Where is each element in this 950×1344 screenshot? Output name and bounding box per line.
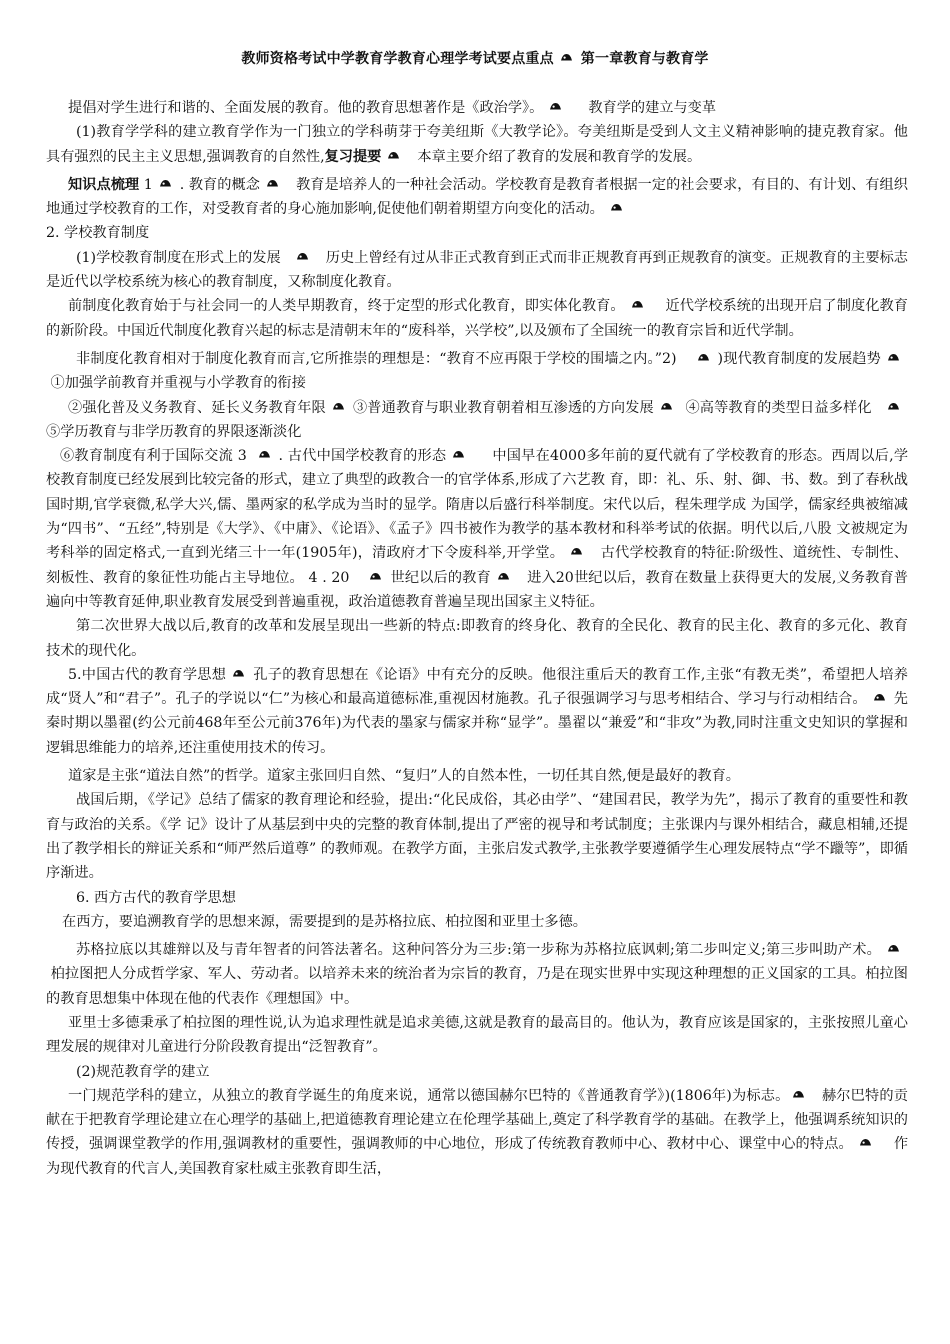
bookmark-icon (560, 53, 573, 62)
text-span: 本章主要介绍了教育的发展和教育学的发展。 (417, 148, 702, 165)
text-span: ⑥教育制度有利于国际交流 3 (60, 448, 247, 465)
bookmark-icon (887, 402, 900, 411)
section-label: 复习提要 (324, 148, 382, 165)
section-label: 知识点梳理 (68, 176, 140, 193)
text-span: 中国早在4000多年前的夏代就有了学校教育的形态。西周以后,学校教育制度已经发展到比较完备的形式，建立了典型的政教合一的官学体系,形成了六艺教 育，即：礼、乐、射、御、书、数。到了春秋战国时期,官学衰微,私学大兴,儒、墨两家的私学成为当时的显学。隋唐以后盛行科举制度。宋代以后，程朱理学成 为国学，儒家经典被缩减为“四书”、“五经”,特别是《大学》、《中庸》、《论语》、《孟子》四书被作为教学的基本教材和科举考试的依据。明代以后,八股 文被规定为考科举的固定格式,一直到光绪三十一年(1905年)，清政府才下令废科举,开学堂。 (46, 448, 909, 562)
paragraph-8 (46, 396, 908, 445)
bookmark-icon (887, 353, 900, 362)
text-span: 战国后期，《学记》总结了儒家的教育理论和经验，提出:“化民成俗，其必由学”、“建国君民，教学为先”，揭示了教育的重要性和教育与政治的关系。《学 记》设计了从基层到中央的完整的教育体制,提出了严密的视导和考试制度；主张课内与课外相结合，藏息相辅,还提出了教学相长的辩证关系和“师严然后道尊” 的教师观。在教学方面，主张启发式教学,主张教学要遵循学生心理发展特点“学不躐等”，即循序渐进。 (46, 792, 908, 882)
paragraph-18 (46, 1060, 908, 1084)
text-span: 一门规范学科的建立，从独立的教育学诞生的角度来说，通常以德国赫尔巴特的《普通教育学》)(1806年)为标志。 (68, 1087, 790, 1104)
text-span: 1 (143, 176, 153, 193)
section-heading: (2)规范教育学的建立 (76, 1063, 210, 1080)
text-span: 历史上曾经有过从非正式教育到正式而非正规教育再到正规教育的演变。正规教育的主要标志是近代以学校系统为核心的教育制度，又称制度化教育。 (46, 249, 908, 291)
bookmark-icon (452, 450, 465, 459)
bookmark-icon (232, 669, 245, 678)
bookmark-icon (859, 1138, 872, 1147)
bookmark-icon (660, 402, 673, 411)
bookmark-icon (873, 693, 886, 702)
bookmark-icon (387, 151, 400, 160)
text-span: 近代学校系统的出现开启了制度化教育的新阶段。中国近代制度化教育兴起的标志是清朝末年的“废科举，兴学校”,以及颁布了全国统一的教育宗旨和近代学制。 (46, 298, 908, 339)
text-span: 5.中国古代的教育学思想 (68, 666, 227, 683)
paragraph-17 (46, 1011, 908, 1060)
paragraph-12 (46, 764, 908, 788)
text-span: 先秦时期以墨翟(约公元前468年至公元前376年)为代表的墨家与儒家并称“显学”。墨翟以“兼爱”和“非攻”为教,同时注重文史知识的掌握和逻辑思维能力的培养,还注重使用技术的传习。 (46, 691, 908, 756)
paragraph-11 (46, 663, 908, 760)
text-span: ①加强学前教育并重视与小学教育的衔接 (50, 375, 306, 392)
bookmark-icon (258, 450, 271, 459)
text-span: ③普通教育与职业教育朝着相互渗透的方向发展 (352, 399, 654, 416)
text-span: (1)学校教育制度在形式上的发展 (76, 249, 281, 266)
title-chapter: 第一章教育与教育学 (580, 51, 709, 67)
paragraph-7 (46, 347, 908, 396)
paragraph-5 (46, 246, 908, 295)
paragraph-14 (46, 886, 908, 910)
bookmark-icon (266, 179, 279, 188)
text-span: 世纪以后的教育 (390, 569, 491, 586)
text-span: . 教育的概念 (179, 176, 260, 193)
paragraph-10 (46, 614, 908, 663)
bookmark-icon (570, 547, 583, 556)
text-span: 教育是培养人的一种社会活动。学校教育是教育者根据一定的社会要求，有目的、有计划、有组织地通过学校教育的工作，对受教育者的身心施加影响,促使他们朝着期望方向变化的活动。 (46, 176, 908, 218)
text-span: ④高等教育的类型日益多样化 (685, 399, 872, 416)
bookmark-icon (792, 1090, 805, 1099)
text-span: ②强化普及义务教育、延长义务教育年限 (68, 399, 326, 416)
text-span: 第二次世界大战以后,教育的改革和发展呈现出一些新的特点:即教育的终身化、教育的全民化、教育的民主化、教育的多元化、教育技术的现代化。 (46, 618, 908, 659)
bookmark-icon (610, 203, 623, 212)
bookmark-icon (332, 402, 345, 411)
text-span: 提倡对学生进行和谐的、全面发展的教育。他的教育思想著作是《政治学》。 (68, 100, 544, 116)
bookmark-icon (369, 572, 382, 581)
text-span: 在西方，要追溯教育学的思想来源，需要提到的是苏格拉底、柏拉图和亚里士多德。 (62, 913, 587, 930)
paragraph-4 (46, 221, 908, 245)
text-span: 柏拉图把人分成哲学家、军人、劳动者。以培养未来的统治者为宗旨的教育，乃是在现实世界中实现这种理想的正义国家的工具。柏拉图的教育思想集中体现在他的代表作《理想国》中。 (46, 966, 908, 1007)
text-span: 作为现代教育的代言人,美国教育家杜威主张教育即生活， (46, 1136, 909, 1177)
paragraph-2 (46, 120, 908, 169)
paragraph-19 (46, 1084, 908, 1181)
paragraph-6 (46, 294, 908, 343)
text-span: 赫尔巴特的贡献在于把教育学理论建立在心理学的基础上,把道德教育理论建立在伦理学基础上,奠定了科学教育学的基础。在教学上，他强调系统知识的传授，强调课堂教学的作用,强调教材的重要性，强调教师的中心地位，形成了传统教育教师中心、教材中心、课堂中心的特点。 (46, 1087, 908, 1153)
document-body (46, 96, 908, 1181)
text-span: 前制度化教育始于与社会同一的人类早期教育，终于定型的形式化教育，即实体化教育。 (68, 298, 625, 315)
text-span: . 古代中国学校教育的形态 (278, 448, 447, 465)
title-text: 教师资格考试中学教育学教育心理学考试要点重点 (241, 51, 554, 67)
text-span: 非制度化教育相对于制度化教育而言,它所推崇的理想是：“教育不应再限于学校的围墙之内。”2) (76, 350, 677, 367)
bookmark-icon (887, 944, 900, 953)
bookmark-icon (549, 102, 562, 111)
text-span: (1)教育学学科的建立教育学作为一门独立的学科萌芽于夸美纽斯《大教学论》。夸美纽斯是受到人文主义精神影响的捷克教育家。他具有强烈的民主主义思想,强调教育的自然性, (46, 124, 908, 165)
bookmark-icon (631, 300, 644, 309)
bookmark-icon (697, 353, 710, 362)
paragraph-15 (46, 910, 908, 934)
section-heading: 6. 西方古代的教育学思想 (76, 889, 236, 906)
paragraph-9 (46, 444, 908, 614)
paragraph-1 (46, 96, 908, 120)
paragraph-13 (46, 788, 908, 885)
text-span: 进入20世纪以后，教育在数量上获得更大的发展,义务教育普遍向中等教育延伸,职业教育发展受到普遍重视，政治道德教育普遍呈现出国家主义特征。 (46, 569, 908, 610)
paragraph-3 (46, 173, 908, 222)
document-title (0, 48, 950, 68)
text-span: 古代学校教育的特征:阶级性、道统性、专制性、刻板性、教育的象征性功能占主导地位。 4 . 20 (46, 545, 908, 586)
text-span: 教育学的建立与变革 (588, 100, 717, 116)
text-span: 苏格拉底以其雄辩以及与青年智者的问答法著名。这种问答分为三步:第一步称为苏格拉底讽刺;第二步叫定义;第三步叫助产术。 (76, 942, 881, 959)
text-span: 亚里士多德秉承了柏拉图的理性说,认为追求理性就是追求美德,这就是教育的最高目的。他认为，教育应该是国家的，主张按照儿童心理发展的规律对儿童进行分阶段教育提出“泛智教育”。 (46, 1014, 908, 1056)
bookmark-icon (497, 572, 510, 581)
text-span: 道家是主张“道法自然”的哲学。道家主张回归自然、“复归”人的自然本性，一切任其自然,便是最好的教育。 (68, 768, 740, 785)
text-span: ⑤学历教育与非学历教育的界限逐渐淡化 (46, 423, 302, 440)
bookmark-icon (296, 252, 309, 261)
text-span: )现代教育制度的发展趋势 (717, 350, 881, 367)
bookmark-icon (159, 179, 172, 188)
section-heading: 2. 学校教育制度 (46, 225, 150, 242)
text-span: 孔子的教育思想在《论语》中有充分的反映。他很注重后天的教育工作,主张“有教无类”，希望把人培养成“贤人”和“君子”。孔子的学说以“仁”为核心和最高道德标准,重视因材施教。孔子很强调学习与思考相结合、学习与行动相结合。 (46, 666, 908, 708)
paragraph-16 (46, 938, 908, 1011)
